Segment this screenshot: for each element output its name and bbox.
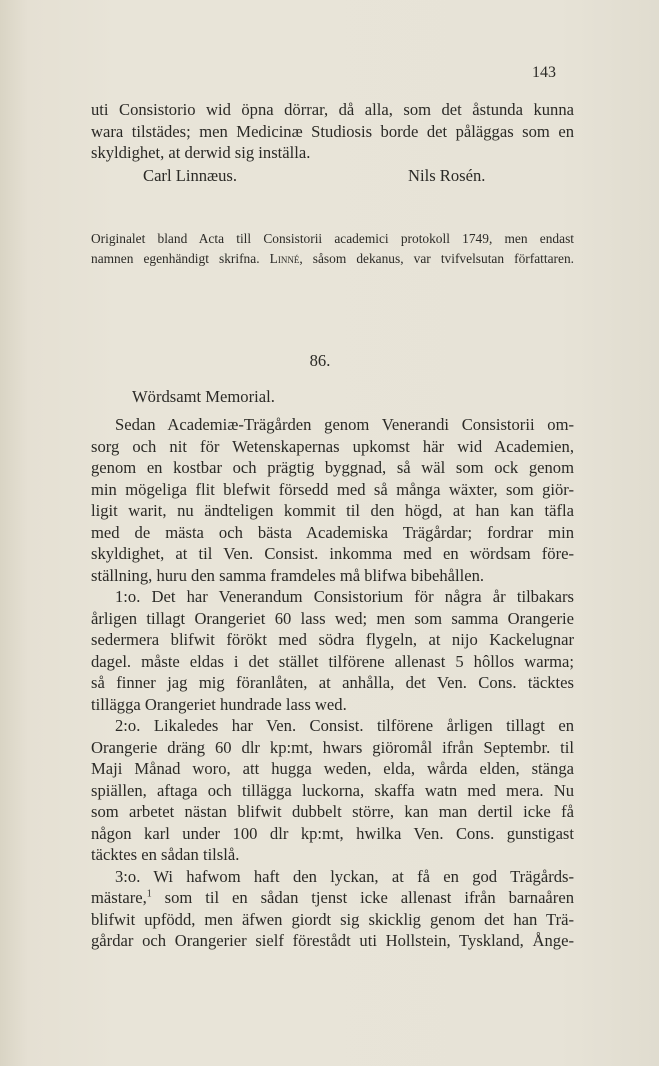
document-title: Wördsamt Memorial. — [132, 387, 275, 406]
text-line: gårdar och Orangerier sielf förestådt uti Hollstein, Tyskland, Ånge- — [91, 931, 574, 950]
text-line: wara tilstädes; men Medicinæ Studiosis borde det påläggas som en — [91, 121, 574, 141]
signature-linnaeus: Carl Linnæus. — [143, 166, 238, 185]
footnote-name: Linné — [269, 251, 300, 266]
footnote-text: namnen egenhändigt skrifna. — [91, 251, 260, 266]
text-line: uti Consistorio wid öpna dörrar, då alla, som det åstunda kunna — [91, 100, 574, 119]
text-fragment: som til en sådan tjenst icke allenast ifrån barnaåren — [151, 888, 574, 907]
text-line: sorg och nit för Wetenskapernas upkomst här wid Academien, — [91, 436, 574, 456]
text-line: årligen tillagt Orangeriet 60 lass wed; men som samma Orangerie — [91, 608, 574, 628]
text-line: min mögeliga flit blefwit försedd med så många wäxter, som giör- — [91, 479, 574, 499]
text-fragment: mästare, — [91, 888, 147, 907]
text-line: blifwit upfödd, men äfwen giordt sig skicklig genom det han Trä- — [91, 909, 574, 929]
footnote — [91, 229, 574, 269]
text-line — [91, 887, 574, 909]
footnote-line: Originalet bland Acta till Consistorii academici protokoll 1749, men endast — [91, 231, 574, 246]
text-line: Orangerie dräng 60 dlr kp:mt, hwars giöromål ifrån Septembr. til — [91, 737, 574, 757]
text-line: så finner jag mig föranlåten, at anhålla, det Ven. Cons. täcktes — [91, 673, 574, 692]
memorial-body — [91, 414, 574, 952]
text-line: genom en kostbar och prägtig byggnad, så wäl som ock genom — [91, 458, 574, 477]
text-line: skyldighet, at derwid sig inställa. — [91, 143, 311, 162]
document-number: 86. — [309, 351, 331, 370]
text-line: Maji Månad woro, att hugga weden, elda, wårda elden, stänga — [91, 759, 574, 778]
footnote-text: , såsom dekanus, var tvifvelsutan författaren. — [299, 251, 574, 266]
text-line: sedermera blifwit förökt med södra flygeln, at nijo Kackelugnar — [91, 630, 574, 649]
text-line: ställning, huru den samma framdeles må blifwa bibehållen. — [91, 565, 485, 585]
text-line: spiällen, aftaga och tillägga luckorna, skaffa watn med mera. Nu — [91, 780, 574, 800]
text-line: skyldighet, at til Ven. Consist. inkomma med en wördsam före- — [91, 544, 574, 563]
text-line: Sedan Academiæ-Trägården genom Venerandi Consistorii om- — [115, 415, 574, 434]
signature-rosen: Nils Rosén. — [408, 166, 486, 185]
top-paragraph — [91, 99, 574, 164]
text-line: med de mästa och bästa Academiska Trägårdar; fordrar min — [91, 522, 574, 542]
text-line: dagel. måste eldas i det stället tilförene allenast 5 hôllos warma; — [91, 651, 574, 671]
footnote-marker: 1 — [146, 888, 152, 900]
text-line: 3:o. Wi hafwom haft den lyckan, at få en god Trägårds- — [115, 866, 574, 886]
text-line: 1:o. Det har Venerandum Consistorium för några år tilbakars — [115, 587, 574, 606]
footnote-line — [91, 249, 574, 269]
text-line: 2:o. Likaledes har Ven. Consist. tilförene årligen tillagt en — [115, 716, 574, 735]
text-line: någon karl under 100 dlr kp:mt, hwilka Ven. Cons. gunstigast — [91, 823, 574, 843]
text-line: ligit warit, nu ändteligen kommit til den högd, at han kan täfla — [91, 501, 574, 520]
page-number: 143 — [532, 64, 556, 81]
text-line: tillägga Orangeriet hundrade lass wed. — [91, 694, 347, 714]
text-line: som arbetet nästan blifwit dubbelt större, kan man dertil icke få — [91, 802, 574, 821]
text-line: täcktes en sådan tilslå. — [91, 845, 240, 864]
